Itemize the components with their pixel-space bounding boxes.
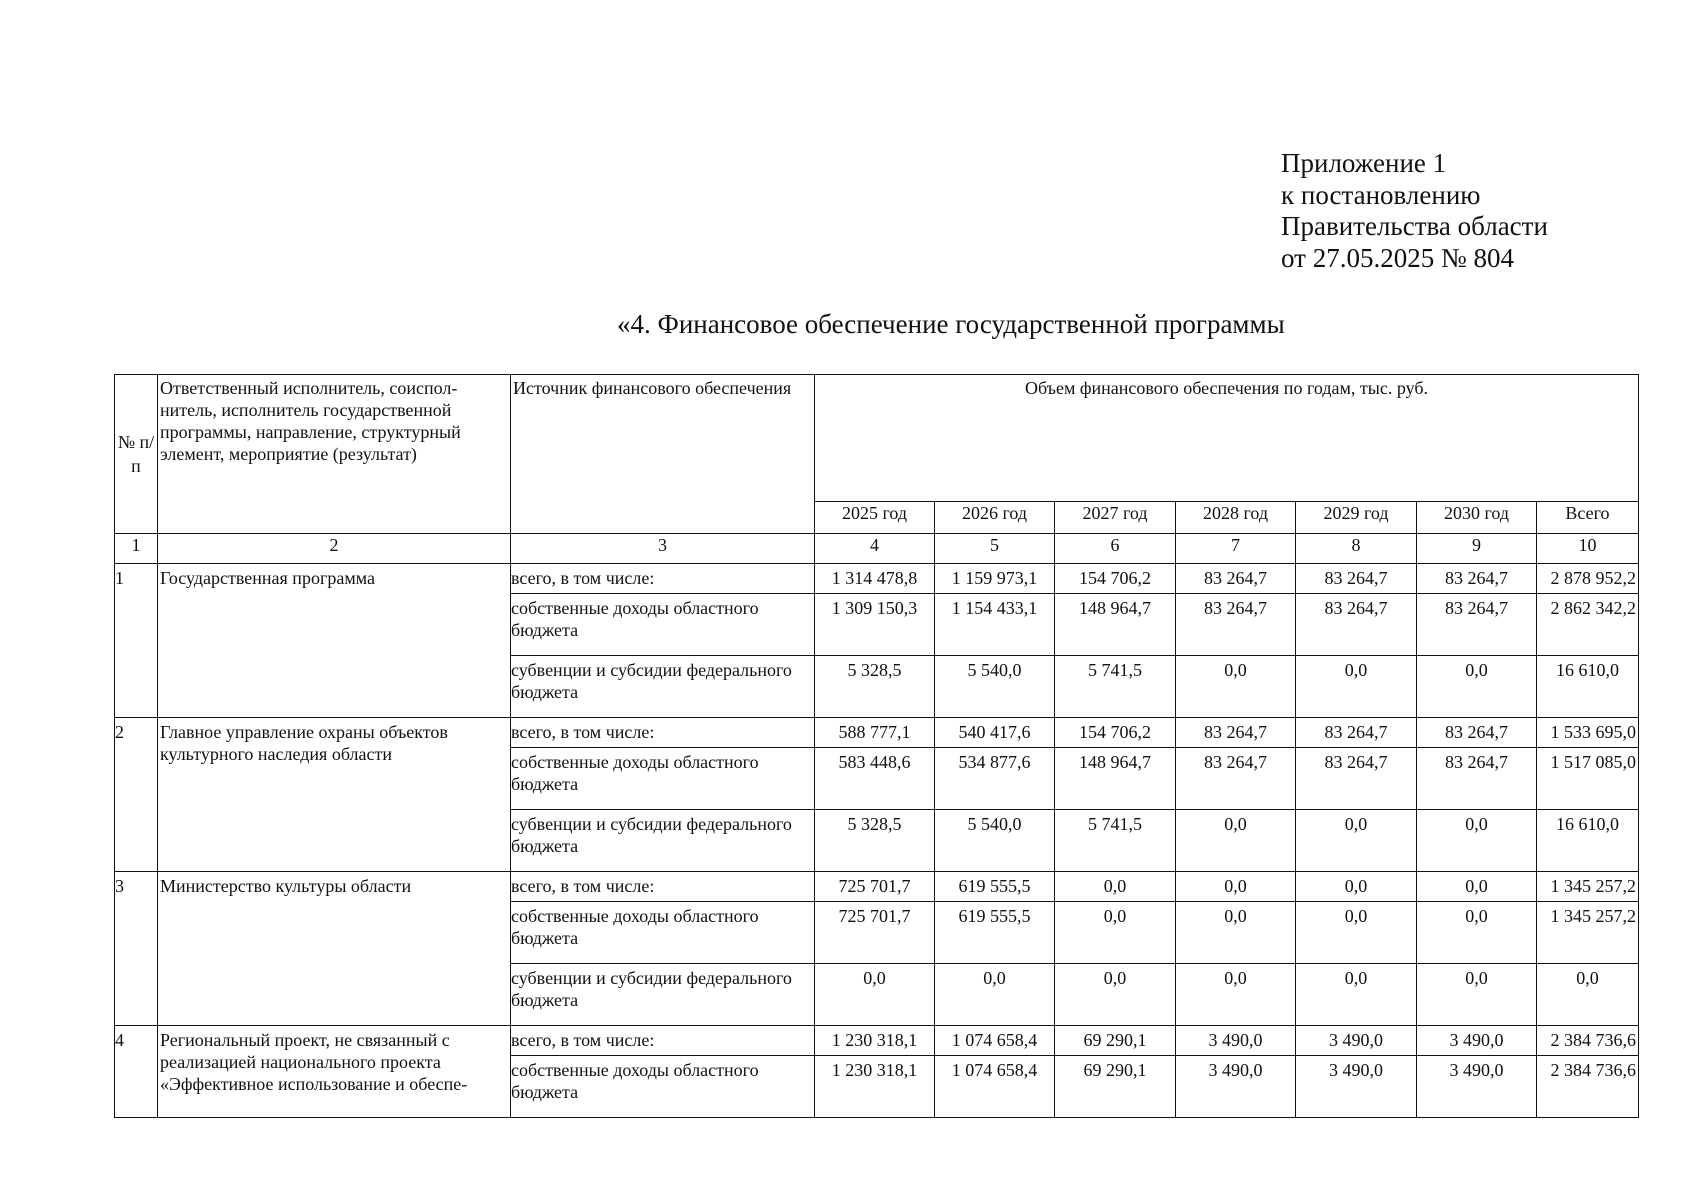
column-number: 2	[158, 534, 511, 564]
header-row	[115, 375, 1639, 502]
value-cell: 0,0	[1296, 872, 1417, 902]
value-cell: 83 264,7	[1176, 748, 1296, 810]
column-number: 1	[115, 534, 158, 564]
value-cell: 0,0	[1296, 902, 1417, 964]
source-cell: субвенции и субсидии федерального бюджета	[511, 656, 815, 718]
row-number: 2	[115, 718, 158, 872]
value-cell: 0,0	[1176, 810, 1296, 872]
source-cell: всего, в том числе:	[511, 872, 815, 902]
value-cell: 1 159 973,1	[935, 564, 1055, 594]
value-cell: 5 741,5	[1055, 656, 1176, 718]
header-year-2026: 2026 год	[935, 502, 1055, 534]
total-cell: 1 533 695,0	[1537, 718, 1639, 748]
executor-cell: Главное управление охраны объектов культурного наследия области	[158, 718, 511, 872]
value-cell: 83 264,7	[1417, 718, 1537, 748]
value-cell: 83 264,7	[1296, 594, 1417, 656]
header-year-2030: 2030 год	[1417, 502, 1537, 534]
value-cell: 1 154 433,1	[935, 594, 1055, 656]
value-cell: 154 706,2	[1055, 564, 1176, 594]
column-number: 3	[511, 534, 815, 564]
total-cell: 1 345 257,2	[1537, 902, 1639, 964]
value-cell: 83 264,7	[1296, 564, 1417, 594]
header-year-2029: 2029 год	[1296, 502, 1417, 534]
column-number: 4	[815, 534, 935, 564]
value-cell: 583 448,6	[815, 748, 935, 810]
value-cell: 1 314 478,8	[815, 564, 935, 594]
column-number-row	[115, 534, 1639, 564]
value-cell: 619 555,5	[935, 872, 1055, 902]
column-number: 8	[1296, 534, 1417, 564]
column-number: 7	[1176, 534, 1296, 564]
header-total: Всего	[1537, 502, 1639, 534]
value-cell: 3 490,0	[1417, 1026, 1537, 1056]
total-cell: 16 610,0	[1537, 656, 1639, 718]
column-number: 5	[935, 534, 1055, 564]
value-cell: 83 264,7	[1417, 594, 1537, 656]
value-cell: 83 264,7	[1296, 718, 1417, 748]
source-cell: субвенции и субсидии федерального бюджета	[511, 964, 815, 1026]
value-cell: 0,0	[1176, 964, 1296, 1026]
value-cell: 0,0	[1417, 902, 1537, 964]
value-cell: 1 074 658,4	[935, 1056, 1055, 1118]
header-year-2027: 2027 год	[1055, 502, 1176, 534]
header-executor: Ответственный исполнитель, соисполнитель, исполнитель государственной программы, направление, структурный элемент, мероприятие (результат)	[158, 375, 511, 534]
total-cell: 2 384 736,6	[1537, 1026, 1639, 1056]
value-cell: 0,0	[1296, 810, 1417, 872]
value-cell: 83 264,7	[1176, 594, 1296, 656]
value-cell: 69 290,1	[1055, 1056, 1176, 1118]
value-cell: 619 555,5	[935, 902, 1055, 964]
row-number: 4	[115, 1026, 158, 1118]
source-cell: всего, в том числе:	[511, 718, 815, 748]
total-cell: 0,0	[1537, 964, 1639, 1026]
source-cell: собственные доходы областного бюджета	[511, 594, 815, 656]
value-cell: 725 701,7	[815, 872, 935, 902]
value-cell: 0,0	[1417, 656, 1537, 718]
value-cell: 0,0	[1176, 656, 1296, 718]
total-cell: 2 878 952,2	[1537, 564, 1639, 594]
value-cell: 3 490,0	[1296, 1056, 1417, 1118]
header-source: Источник финансового обеспечения	[511, 375, 815, 534]
value-cell: 1 230 318,1	[815, 1056, 935, 1118]
source-cell: всего, в том числе:	[511, 564, 815, 594]
value-cell: 0,0	[815, 964, 935, 1026]
table-row	[115, 1026, 1639, 1056]
value-cell: 534 877,6	[935, 748, 1055, 810]
source-cell: собственные доходы областного бюджета	[511, 902, 815, 964]
source-cell: собственные доходы областного бюджета	[511, 1056, 815, 1118]
value-cell: 83 264,7	[1417, 748, 1537, 810]
value-cell: 3 490,0	[1417, 1056, 1537, 1118]
source-cell: собственные доходы областного бюджета	[511, 748, 815, 810]
total-cell: 2 862 342,2	[1537, 594, 1639, 656]
value-cell: 83 264,7	[1176, 564, 1296, 594]
header-volume: Объем финансового обеспечения по годам, тыс. руб.	[815, 375, 1639, 502]
table-row	[115, 872, 1639, 902]
value-cell: 1 074 658,4	[935, 1026, 1055, 1056]
value-cell: 148 964,7	[1055, 748, 1176, 810]
value-cell: 725 701,7	[815, 902, 935, 964]
row-number: 3	[115, 872, 158, 1026]
value-cell: 0,0	[1176, 902, 1296, 964]
value-cell: 0,0	[1055, 872, 1176, 902]
value-cell: 5 328,5	[815, 656, 935, 718]
header-number: № п/п	[115, 375, 158, 534]
value-cell: 0,0	[1296, 656, 1417, 718]
value-cell: 3 490,0	[1176, 1056, 1296, 1118]
financing-table	[114, 374, 1639, 1118]
value-cell: 154 706,2	[1055, 718, 1176, 748]
value-cell: 83 264,7	[1296, 748, 1417, 810]
appendix-line-1: Приложение 1	[1281, 148, 1447, 178]
value-cell: 3 490,0	[1176, 1026, 1296, 1056]
value-cell: 0,0	[1417, 964, 1537, 1026]
value-cell: 5 741,5	[1055, 810, 1176, 872]
document-title: «4. Финансовое обеспечение государственной программы	[617, 309, 1285, 339]
executor-cell: Региональный проект, не связанный с реализацией национального проекта «Эффективное использование и обеспе-	[158, 1026, 511, 1118]
column-number: 6	[1055, 534, 1176, 564]
value-cell: 148 964,7	[1055, 594, 1176, 656]
header-year-2025: 2025 год	[815, 502, 935, 534]
value-cell: 83 264,7	[1417, 564, 1537, 594]
value-cell: 3 490,0	[1296, 1026, 1417, 1056]
source-cell: всего, в том числе:	[511, 1026, 815, 1056]
appendix-line-3: Правительства области	[1281, 211, 1548, 241]
value-cell: 0,0	[1296, 964, 1417, 1026]
column-number: 9	[1417, 534, 1537, 564]
source-cell: субвенции и субсидии федерального бюджета	[511, 810, 815, 872]
total-cell: 1 345 257,2	[1537, 872, 1639, 902]
table-row	[115, 564, 1639, 594]
header-year-2028: 2028 год	[1176, 502, 1296, 534]
executor-cell: Государственная программа	[158, 564, 511, 718]
appendix-line-2: к постановлению	[1281, 179, 1481, 210]
value-cell: 69 290,1	[1055, 1026, 1176, 1056]
value-cell: 0,0	[1417, 810, 1537, 872]
value-cell: 83 264,7	[1176, 718, 1296, 748]
total-cell: 1 517 085,0	[1537, 748, 1639, 810]
value-cell: 0,0	[1176, 872, 1296, 902]
value-cell: 1 309 150,3	[815, 594, 935, 656]
value-cell: 0,0	[935, 964, 1055, 1026]
table-row	[115, 718, 1639, 748]
row-number: 1	[115, 564, 158, 718]
value-cell: 1 230 318,1	[815, 1026, 935, 1056]
value-cell: 5 328,5	[815, 810, 935, 872]
appendix-block	[1281, 148, 1548, 274]
total-cell: 2 384 736,6	[1537, 1056, 1639, 1118]
appendix-line-4: от 27.05.2025 № 804	[1281, 242, 1514, 273]
value-cell: 0,0	[1055, 902, 1176, 964]
value-cell: 540 417,6	[935, 718, 1055, 748]
value-cell: 0,0	[1055, 964, 1176, 1026]
column-number: 10	[1537, 534, 1639, 564]
value-cell: 5 540,0	[935, 810, 1055, 872]
value-cell: 5 540,0	[935, 656, 1055, 718]
value-cell: 0,0	[1417, 872, 1537, 902]
executor-cell: Министерство культуры области	[158, 872, 511, 1026]
total-cell: 16 610,0	[1537, 810, 1639, 872]
value-cell: 588 777,1	[815, 718, 935, 748]
